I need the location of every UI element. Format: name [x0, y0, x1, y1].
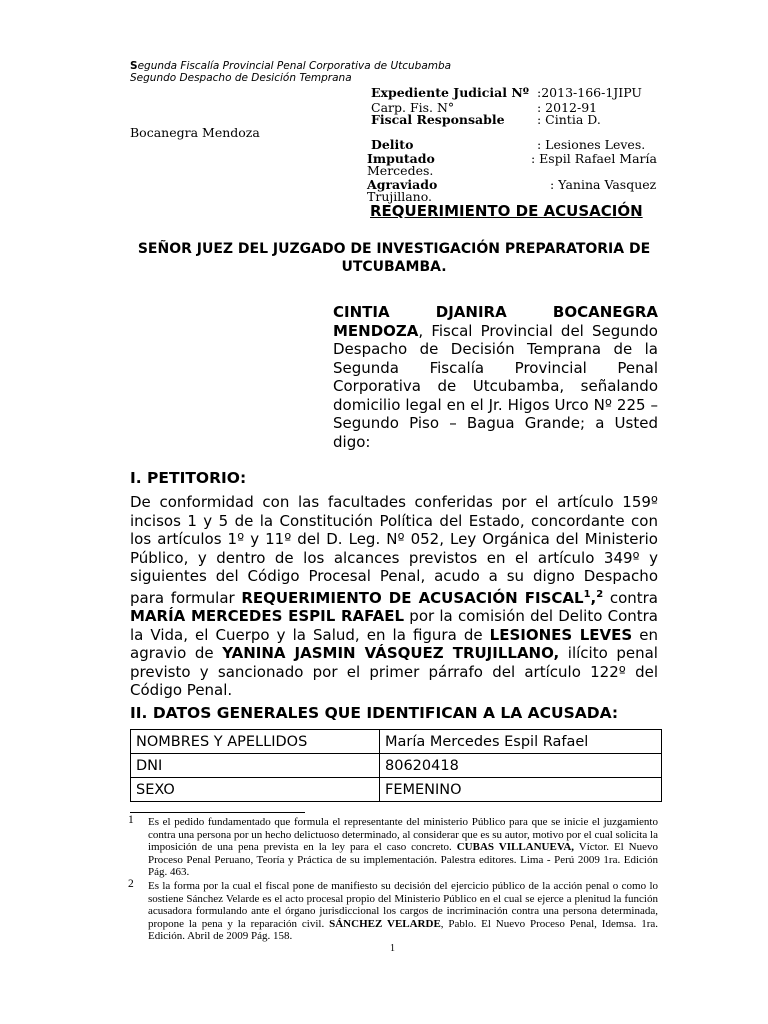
footnote-ref-2[interactable]: 2	[596, 588, 604, 600]
accused-name: MARÍA MERCEDES ESPIL RAFAEL	[130, 607, 405, 625]
intro-text: , Fiscal Provincial del Segundo Despacho de Decisión Temprana de la Segunda Fiscalía Provincial Penal Corporativa de Utcubamba, señalando domicilio legal en el Jr. Higos Urco Nº 225 – Segundo Piso – Bagua Grande; a Usted digo:	[333, 321, 658, 451]
addressee-line1: SEÑOR JUEZ DEL JUZGADO DE INVESTIGACIÓN PREPARATORIA DE	[137, 241, 651, 257]
fiscal-value-cont: Bocanegra Mendoza	[130, 125, 260, 140]
agraviado-value: : Yanina Vasquez	[550, 177, 657, 192]
bold-request: REQUERIMIENTO DE ACUSACIÓN FISCAL	[241, 588, 584, 607]
fiscal-label: Fiscal Responsable	[371, 112, 505, 127]
document-title: REQUERIMIENTO DE ACUSACIÓN	[370, 202, 643, 220]
footnote-2-text: Es la forma por la cual el fiscal pone de manifiesto su decisión del ejercicio público de la acción penal o como lo sostiene Sánchez Velarde es el acto procesal propio del Ministerio Público en el cual se ejerce a plenitud la función acusadora formulando ante el órgano jurisdiccional los cargos de incriminación contra una persona determinada, propone la pena y la reparación civil. SÁNCHEZ VELARDE, Pablo. El Nuevo Proceso Penal, Idemsa. 1ra. Edición. Abril de 2009 Pág. 158.	[148, 880, 658, 942]
page-number: 1	[390, 943, 395, 954]
petitorio-heading: I. PETITORIO:	[130, 469, 247, 487]
prosecutor-name-line2: MENDOZA	[333, 321, 419, 340]
crime-name: LESIONES LEVES	[489, 625, 633, 644]
petitorio-paragraph: De conformidad con las facultades conferidas por el artículo 159º incisos 1 y 5 de la Constitución Política del Estado, concordante con los artículos 1º y 11º del D. Leg. Nº 052, Ley Orgánica del Ministerio Público, y dentro de los alcances previstos en el artículo 349º y siguientes del Código Procesal Penal, acudo a su digno Despacho para formular REQUERIMIENTO DE ACUSACIÓN FISCAL$^1$,$^2$ contra MARÍA MERCEDES ESPIL RAFAEL por la comisión del Delito Contra la Vida, el Cuerpo y la Salud, en la figura de LESIONES LEVES en agravio de YANINA JASMIN VÁSQUEZ TRUJILLANO, ilícito penal previsto y sancionado por el primer párrafo del artículo 122º del Código Penal.	[130, 493, 658, 699]
table-row	[131, 778, 662, 802]
imputado-value-cont: Mercedes.	[367, 163, 434, 178]
footnote-separator	[130, 812, 305, 813]
table-row	[131, 754, 662, 778]
table-row	[131, 730, 662, 754]
footnote-2-number: 2	[128, 878, 134, 890]
delito-label: Delito	[371, 137, 414, 152]
expediente-value: :2013-166-1JIPU	[537, 85, 642, 100]
office-header-line2: Segundo Despacho de Desición Temprana	[130, 72, 352, 84]
imputado-value: : Espil Rafael María	[531, 151, 657, 166]
table-cell-label: DNI	[131, 754, 380, 778]
carpeta-value: : 2012-91	[537, 100, 598, 115]
carpeta-label: Carp. Fis. N°	[371, 100, 455, 115]
fiscal-value: : Cintia D.	[537, 112, 601, 127]
expediente-label: Expediente Judicial Nº	[371, 85, 530, 100]
office-header-line1: Segunda Fiscalía Provincial Penal Corporativa de Utcubamba	[130, 60, 452, 72]
accused-data-table	[130, 729, 662, 802]
imputado-label: Imputado	[367, 151, 435, 166]
table-cell-label: NOMBRES Y APELLIDOS	[131, 730, 380, 754]
agraviado-value-cont: Trujillano.	[367, 189, 433, 204]
table-cell-value: 80620418	[380, 754, 662, 778]
addressee	[130, 240, 658, 276]
table-cell-value: FEMENINO	[380, 778, 662, 802]
table-cell-value: María Mercedes Espil Rafael	[380, 730, 662, 754]
prosecutor-name-line1: CINTIA DJANIRA BOCANEGRA	[333, 303, 658, 321]
victim-name: YANINA JASMIN VÁSQUEZ TRUJILLANO,	[222, 644, 560, 662]
agraviado-label: Agraviado	[367, 177, 438, 192]
delito-value: : Lesiones Leves.	[537, 137, 646, 152]
intro-paragraph	[333, 303, 658, 451]
footnote-1-number: 1	[128, 814, 134, 826]
footnote-1-text: Es el pedido fundamentado que formula el representante del ministerio Público para que se inicie el juzgamiento contra una persona por un hecho delictuoso determinado, al considerar que es su autor, motivo por el cual solicita la imposición de una pena prevista en la ley para el caso concreto. CUBAS VILLANUEVA, Víctor. El Nuevo Proceso Penal Peruano, Teoría y Práctica de su implementación. Palestra editores. Lima - Perú 2009 1ra. Edición Pág. 463.	[148, 816, 658, 878]
addressee-line2: UTCUBAMBA.	[341, 259, 447, 275]
table-cell-label: SEXO	[131, 778, 380, 802]
footnote-ref-1[interactable]: 1	[583, 588, 591, 600]
datos-generales-heading: II. DATOS GENERALES QUE IDENTIFICAN A LA ACUSADA:	[130, 704, 619, 722]
